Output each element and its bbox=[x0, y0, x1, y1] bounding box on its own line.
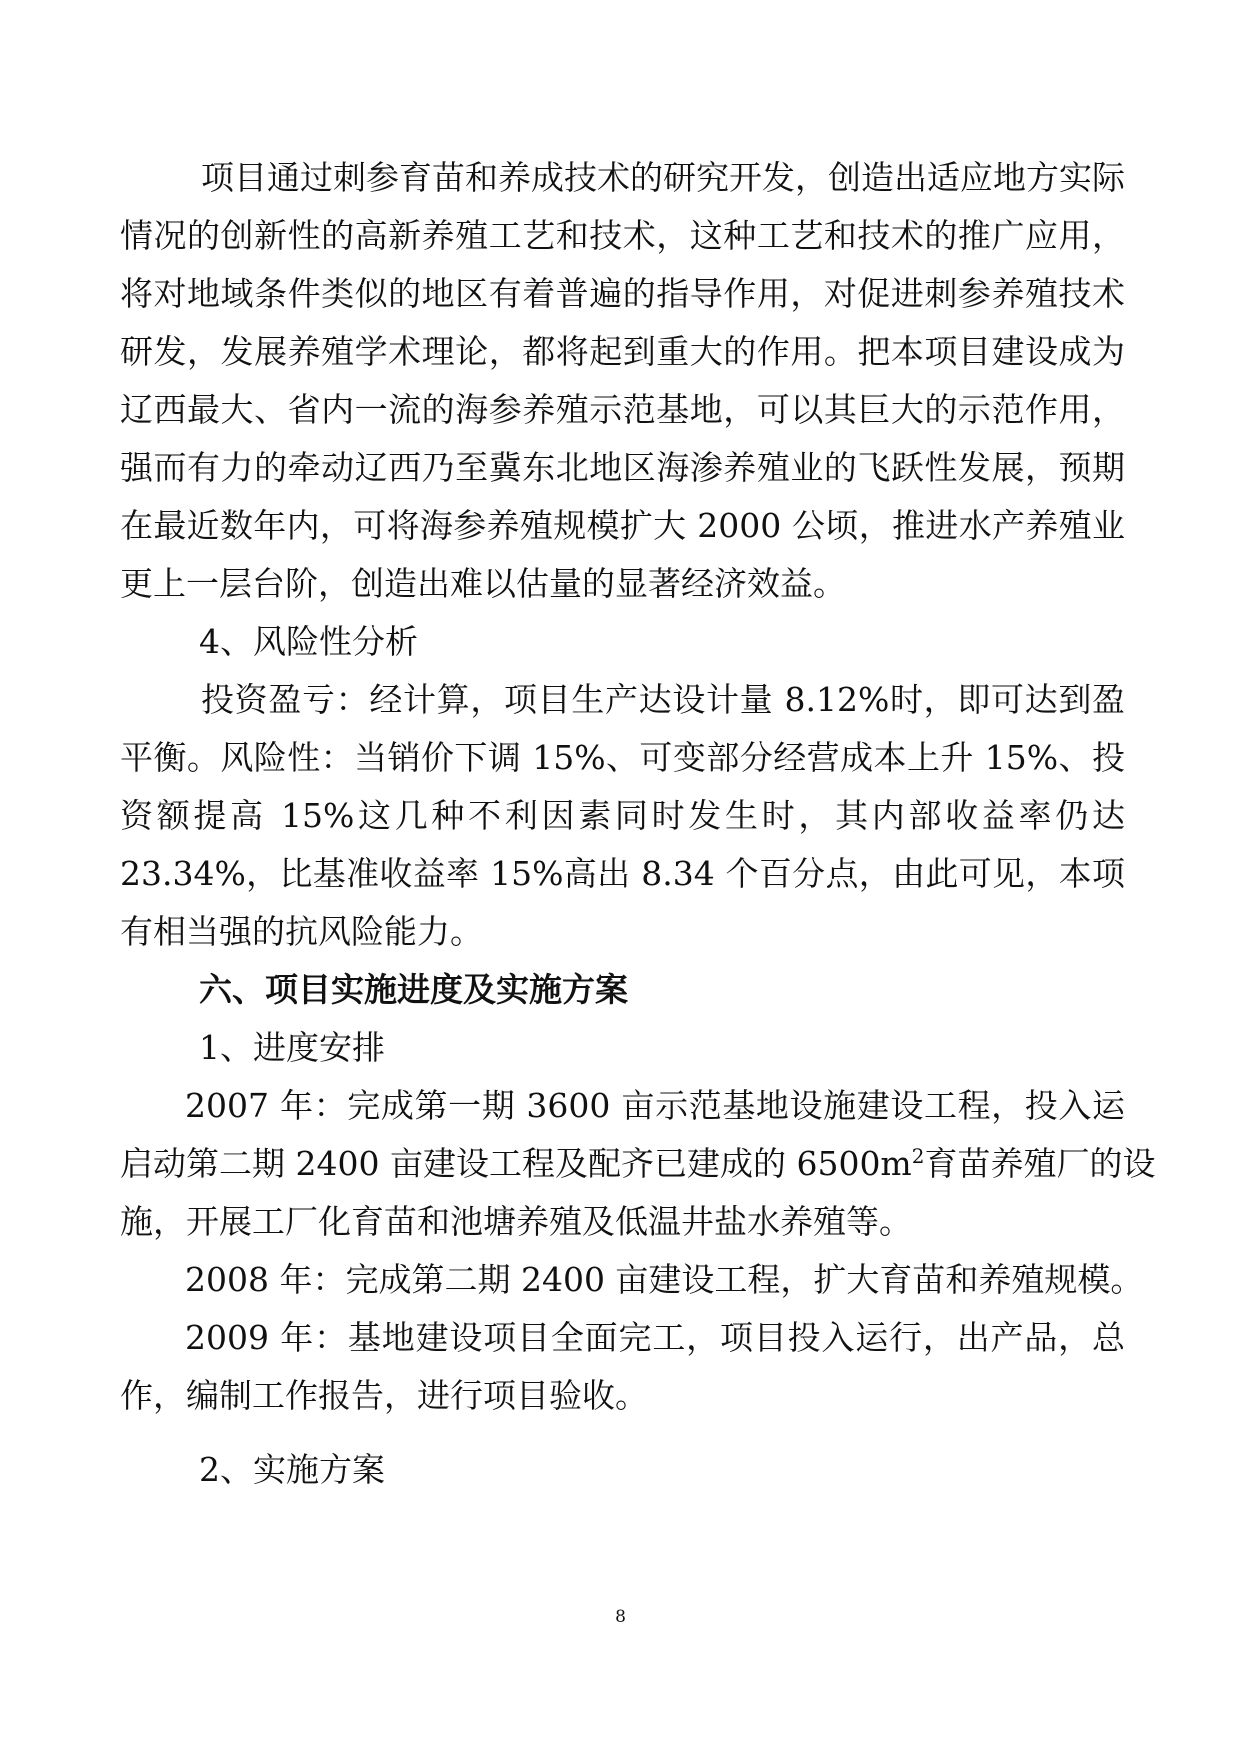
text-run: 育苗养殖厂的设 bbox=[924, 1144, 1156, 1183]
paragraph-line: 施，开展工厂化育苗和池塘养殖及低温井盐水养殖等。 bbox=[120, 1202, 912, 1241]
paragraph-line: 2008 年：完成第二期 2400 亩建设工程，扩大育苗和养殖规模。 bbox=[185, 1260, 1144, 1299]
paragraph-line: 有相当强的抗风险能力。 bbox=[120, 912, 483, 951]
superscript: 2 bbox=[911, 1144, 925, 1168]
paragraph-line: 将对地域条件类似的地区有着普遍的指导作用，对促进刺参养殖技术 bbox=[120, 274, 1125, 313]
paragraph-line: 项目通过刺参育苗和养成技术的研究开发，创造出适应地方实际 bbox=[201, 158, 1125, 197]
page-number: 8 bbox=[615, 1607, 626, 1627]
paragraph-line: 投资盈亏：经计算，项目生产达设计量 8.12%时，即可达到盈 bbox=[201, 680, 1125, 719]
section-heading: 2、实施方案 bbox=[199, 1450, 385, 1489]
paragraph-line: 23.34%，比基准收益率 15%高出 8.34 个百分点，由此可见，本项 bbox=[120, 854, 1125, 893]
paragraph-line: 情况的创新性的高新养殖工艺和技术，这种工艺和技术的推广应用， bbox=[120, 216, 1125, 255]
paragraph-line: 强而有力的牵动辽西乃至冀东北地区海渗养殖业的飞跃性发展，预期 bbox=[120, 448, 1125, 487]
paragraph-line: 研发，发展养殖学术理论，都将起到重大的作用。把本项目建设成为 bbox=[120, 332, 1125, 371]
section-heading: 4、风险性分析 bbox=[199, 622, 418, 661]
paragraph-line: 2009 年：基地建设项目全面完工，项目投入运行，出产品，总 bbox=[185, 1318, 1125, 1357]
section-heading: 1、进度安排 bbox=[199, 1028, 385, 1067]
paragraph-line: 2007 年：完成第一期 3600 亩示范基地设施建设工程，投入运 bbox=[185, 1086, 1125, 1125]
paragraph-line: 资额提高 15%这几种不利因素同时发生时，其内部收益率仍达 bbox=[120, 796, 1125, 835]
paragraph-line: 更上一层台阶，创造出难以估量的显著经济效益。 bbox=[120, 564, 846, 603]
text-run: 启动第二期 2400 亩建设工程及配齐已建成的 6500m bbox=[120, 1144, 912, 1183]
paragraph-line bbox=[120, 1144, 1156, 1184]
paragraph-line: 辽西最大、省内一流的海参养殖示范基地，可以其巨大的示范作用， bbox=[120, 390, 1125, 429]
paragraph-line: 作，编制工作报告，进行项目验收。 bbox=[120, 1376, 648, 1415]
paragraph-line: 平衡。风险性：当销价下调 15%、可变部分经营成本上升 15%、投 bbox=[120, 738, 1125, 777]
chapter-heading: 六、项目实施进度及实施方案 bbox=[199, 970, 628, 1009]
paragraph-line: 在最近数年内，可将海参养殖规模扩大 2000 公顷，推进水产养殖业 bbox=[120, 506, 1125, 545]
